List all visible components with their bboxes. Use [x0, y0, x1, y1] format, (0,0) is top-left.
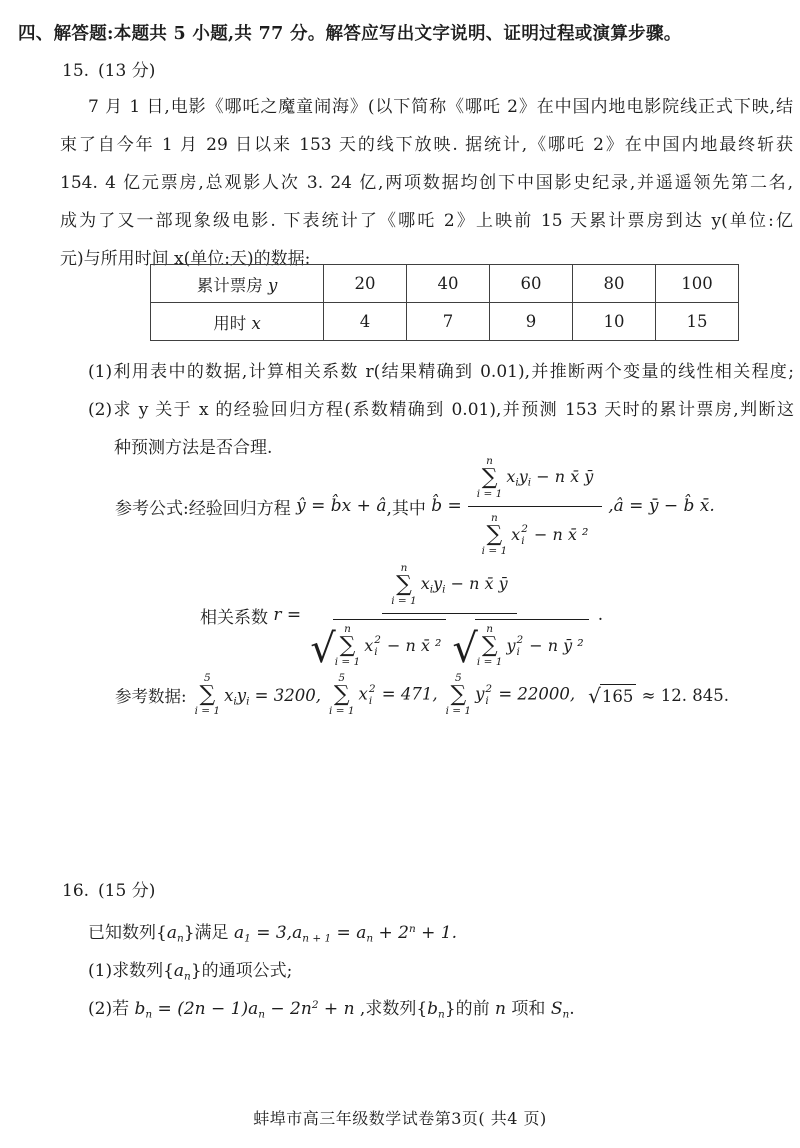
r-equals: r =	[273, 605, 302, 625]
refdata-term	[329, 672, 438, 718]
sub-sup-stack	[485, 683, 492, 707]
table-cell: 20	[324, 265, 407, 303]
sum-lower-limit: i = 1	[194, 705, 221, 718]
row-header-text: 累计票房	[196, 275, 263, 295]
math-var: x	[420, 574, 430, 594]
cn-text: (2)若	[88, 999, 135, 1019]
math-text: + 1.	[415, 923, 458, 943]
fraction	[468, 454, 602, 558]
section-header	[18, 20, 792, 45]
formula-mid-text: ,其中	[386, 498, 432, 519]
math-text: = 3,	[250, 923, 293, 943]
correlation-formula	[200, 561, 760, 673]
math-sub: i	[521, 535, 525, 548]
question-15-paragraph	[60, 88, 793, 278]
math-text: − n x̄ ²	[528, 524, 589, 544]
math-sup: 2	[374, 633, 381, 646]
math-text: − n x̄ ²	[381, 635, 442, 655]
math-sup: 2	[521, 522, 528, 535]
math-sub: i	[516, 646, 520, 659]
question-points: (15 分)	[98, 881, 156, 901]
question-16-part1	[88, 952, 794, 990]
math-text: − n x̄ ȳ	[531, 467, 594, 487]
math-var: x	[364, 635, 374, 655]
refdata-term	[446, 672, 576, 718]
fraction-denominator	[307, 614, 592, 673]
math-run	[224, 686, 321, 705]
row-header-text: 用时	[213, 313, 247, 333]
refdata-term	[583, 684, 729, 706]
math-run	[506, 633, 584, 659]
reference-data	[115, 672, 795, 718]
paragraph-line: 束了自今年 1 月 29 日以来 153 天的线下放映. 据统计,《哪吒 2》在中国内地最终斩获	[60, 135, 793, 155]
table-cell: 60	[490, 265, 573, 303]
formula-label: 参考公式:经验回归方程	[115, 498, 297, 519]
math-sub: n	[438, 1008, 445, 1021]
math-sub: i	[246, 694, 250, 707]
math-var: x	[224, 685, 234, 705]
formula-reference	[115, 452, 795, 560]
sum-upper-limit: n	[486, 454, 493, 467]
ahat-equation: ,â = ȳ − b̂ x̄.	[608, 496, 715, 516]
question-15-part1: (1)利用表中的数据,计算相关系数 r(结果精确到 0.01),并推断两个变量的线性相关程度;	[88, 362, 794, 382]
math-sub: i	[442, 583, 446, 596]
math-var: y	[433, 574, 443, 594]
question-16-intro	[88, 914, 794, 952]
sigma-icon: ∑	[339, 632, 356, 658]
sum-symbol	[329, 672, 355, 718]
fraction-numerator	[382, 561, 516, 614]
math-sub: n	[145, 1008, 153, 1021]
radical-body	[475, 619, 589, 669]
sum-lower-limit: i = 1	[481, 545, 508, 558]
sum-upper-limit: n	[400, 561, 408, 574]
table-cell: 7	[407, 303, 490, 341]
cn-text: 已知数列{	[88, 923, 167, 943]
radical-body: 165	[600, 684, 637, 706]
math-sub: i	[374, 646, 378, 659]
table-cell: 9	[490, 303, 573, 341]
sqrt-icon: √	[310, 626, 336, 673]
cn-text: (1)求数列{	[88, 961, 174, 981]
sqrt-icon: √	[588, 684, 601, 708]
math-var: a	[233, 923, 245, 943]
sigma-icon: ∑	[333, 681, 350, 707]
question-number: 16.	[62, 881, 90, 901]
data-table	[150, 264, 739, 341]
paragraph-line: 154. 4 亿元票房,总观影人次 3. 24 亿,两项数据均创下中国影史纪录,并遥遥领先第二名,	[60, 173, 793, 193]
period: .	[597, 605, 604, 625]
math-text: = (2	[152, 999, 195, 1019]
math-var: y	[518, 467, 528, 487]
math-run	[420, 574, 508, 596]
math-var: b	[427, 999, 439, 1019]
sum-upper-limit: 5	[203, 671, 211, 684]
math-sup: 2	[311, 999, 319, 1012]
sum-upper-limit: 5	[338, 671, 346, 684]
math-text: ≈ 12. 845.	[636, 685, 729, 705]
section-title: 四、解答题:	[18, 24, 114, 44]
table-cell: 15	[656, 303, 739, 341]
sum-lower-limit: i = 1	[476, 488, 503, 501]
math-text: = 22000,	[493, 684, 576, 704]
math-run	[359, 683, 438, 707]
sigma-icon: ∑	[450, 681, 467, 707]
refdata-term	[195, 672, 321, 718]
math-run	[511, 522, 589, 548]
table-row-boxoffice	[151, 265, 739, 303]
row-header-boxoffice	[151, 265, 324, 303]
sigma-icon: ∑	[396, 571, 412, 597]
math-var: x	[506, 467, 516, 487]
fraction-numerator	[468, 454, 602, 507]
math-sup: 2	[485, 682, 493, 695]
question-16-heading	[62, 876, 155, 901]
math-var: a	[166, 923, 177, 943]
math-run	[475, 683, 575, 707]
math-text: + 2	[373, 923, 409, 943]
question-number: 15.	[62, 61, 90, 81]
table-cell: 4	[324, 303, 407, 341]
question-15-part2-line2: 种预测方法是否合理.	[114, 438, 273, 458]
math-sup: 2	[368, 682, 376, 695]
sigma-icon: ∑	[199, 681, 216, 707]
sum-symbol	[446, 672, 472, 718]
bhat-equals: b̂ =	[431, 496, 462, 516]
math-sub: n + 1	[302, 932, 332, 945]
sqrt-icon: √	[452, 626, 478, 673]
math-sub: i	[233, 694, 237, 707]
question-15-part2-line1: (2)求 y 关于 x 的经验回归方程(系数精确到 0.01),并预测 153 天时的累计票房,判断这	[88, 400, 794, 420]
sigma-icon: ∑	[481, 632, 498, 658]
sub-sup-stack	[374, 634, 381, 658]
math-var: a	[292, 923, 303, 943]
paragraph-line: 成为了又一部现象级电影. 下表统计了《哪吒 2》上映前 15 天累计票房到达 y(单位:亿	[60, 211, 793, 231]
sum-upper-limit: n	[486, 623, 494, 635]
math-var: a	[173, 961, 185, 981]
radical-body	[333, 619, 447, 669]
paragraph-line: 元)与所用时间 x(单位:天)的数据:	[60, 249, 311, 269]
math-text: − n x̄ ȳ	[445, 574, 508, 594]
math-text: = 471,	[376, 684, 438, 704]
sum-symbol	[195, 672, 221, 718]
cn-text: }满足	[183, 923, 234, 943]
sum-upper-limit: n	[491, 512, 498, 524]
math-sub: n	[176, 932, 184, 945]
regression-equation: ŷ = b̂x + â	[296, 496, 387, 516]
cn-text: .	[569, 999, 575, 1019]
math-var: y	[475, 684, 485, 704]
math-var: x	[358, 684, 368, 704]
math-var: x	[511, 524, 521, 544]
sub-sup-stack	[516, 634, 523, 658]
question-points: (13 分)	[98, 61, 156, 81]
sum-symbol	[391, 562, 417, 608]
math-var: a	[356, 923, 367, 943]
math-sup: 2	[516, 633, 524, 646]
math-var: n	[495, 999, 506, 1019]
math-sub: i	[515, 476, 519, 489]
page-footer: 蚌埠市高三年级数学试卷第3页( 共4 页)	[253, 1109, 547, 1128]
sum-lower-limit: i = 1	[334, 656, 361, 669]
sub-sup-stack	[369, 683, 376, 707]
math-sub: i	[485, 695, 489, 707]
table-cell: 40	[407, 265, 490, 303]
math-sub: n	[184, 970, 191, 983]
sum-lower-limit: i = 1	[445, 705, 472, 718]
fraction-denominator	[482, 507, 589, 558]
section-instructions: 本题共 5 小题,共 77 分。解答应写出文字说明、证明过程或演算步骤。	[113, 24, 682, 44]
table-row-days	[151, 303, 739, 341]
sigma-icon: ∑	[486, 521, 503, 547]
math-var: n	[343, 999, 355, 1019]
math-var: S	[550, 999, 563, 1019]
sum-symbol	[335, 623, 361, 669]
math-var: y	[267, 275, 278, 295]
math-sub: i	[429, 583, 434, 596]
math-sub: 1	[244, 932, 251, 945]
row-header-days	[151, 303, 324, 341]
math-sub: n	[258, 1008, 265, 1021]
math-sub: n	[562, 1008, 570, 1021]
cn-text: 项和	[506, 999, 551, 1019]
math-text: − n ȳ ²	[524, 635, 584, 655]
cn-text: ,求数列{	[354, 999, 428, 1019]
formula-label: 相关系数	[200, 607, 274, 628]
sqrt-165	[588, 684, 636, 706]
table-cell: 100	[656, 265, 739, 303]
sum-lower-limit: i = 1	[329, 705, 355, 718]
math-sub: i	[368, 695, 373, 707]
math-run	[364, 633, 442, 659]
math-text: − 1)	[205, 999, 249, 1019]
sum-upper-limit: 5	[454, 671, 462, 684]
sigma-icon: ∑	[481, 464, 498, 490]
math-text: +	[318, 999, 344, 1019]
refdata-label: 参考数据:	[115, 687, 187, 706]
math-text: − 2	[265, 999, 301, 1019]
table-cell: 10	[573, 303, 656, 341]
math-var: n	[300, 999, 312, 1019]
table-cell: 80	[573, 265, 656, 303]
math-text: = 3200,	[249, 685, 321, 705]
question-16-part2	[88, 990, 794, 1028]
math-sub: n	[366, 932, 374, 945]
fraction	[307, 561, 592, 673]
radical	[452, 619, 588, 673]
sum-lower-limit: i = 1	[476, 656, 503, 669]
sum-symbol	[477, 455, 503, 501]
math-var: y	[506, 635, 516, 655]
radical	[310, 619, 446, 673]
cn-text: }的前	[444, 999, 496, 1019]
math-var: n	[194, 999, 206, 1019]
paragraph-line: 7 月 1 日,电影《哪吒之魔童闹海》(以下简称《哪吒 2》在中国内地电影院线正式下映,结	[88, 97, 793, 117]
sum-upper-limit: n	[344, 623, 351, 635]
math-var: b	[134, 999, 146, 1019]
math-var: y	[236, 685, 247, 705]
sum-symbol	[482, 512, 508, 558]
math-var: x	[251, 313, 261, 333]
math-sup: n	[408, 923, 416, 936]
math-sub: i	[527, 476, 532, 489]
math-var: a	[248, 999, 259, 1019]
question-15-heading	[62, 56, 155, 81]
cn-text: }的通项公式;	[190, 961, 293, 981]
sub-sup-stack	[521, 523, 528, 547]
sum-symbol	[477, 623, 503, 669]
sum-lower-limit: i = 1	[391, 595, 417, 608]
math-text: =	[331, 923, 357, 943]
math-run	[506, 467, 594, 489]
